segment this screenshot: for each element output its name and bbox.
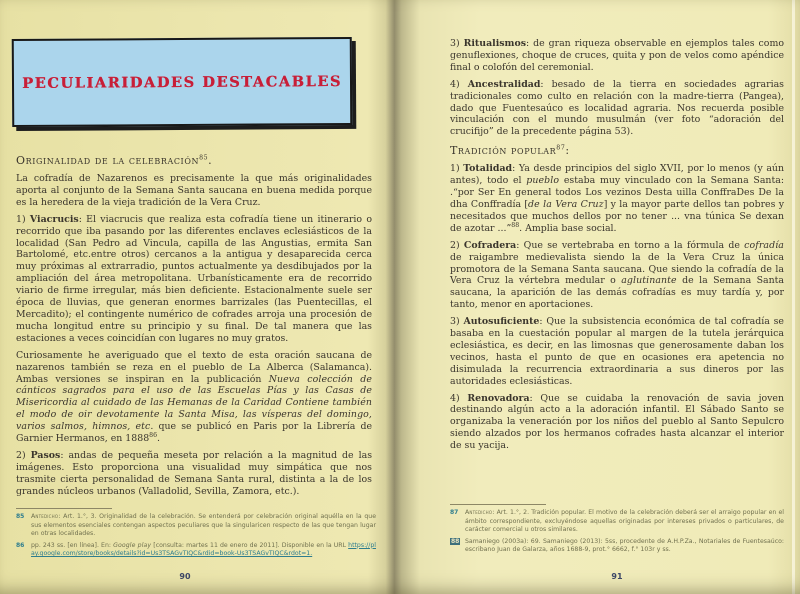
banner-title: PECULIARIDADES DESTACABLES: [21, 72, 342, 92]
paragraph-totalidad: 1) Totalidad: Ya desde principios del siglo XVII, por lo menos (y aún antes), todo el pueblo estaba muy vinculado con la Semana Santa: .“por Ser En general todos Los vezinos Desta uilla ConffraDes De la dha Conffradía [de la Vera Cruz] y la mayor parte dellos tan pobres y necesitados que muchos dellos por no tener ... vna túnica Se dexan de azotar ...”$^{88}$. Amplia base social.: [450, 163, 784, 234]
paragraph-cofradera: 2) Cofradera: Que se vertebraba en torno a la fórmula de cofradía de raigambre medievalista siendo la de la Vera Cruz la única promotora de la Semana Santa saucana. Que siendo la cofradía de la Vera Cruz la vértebra medular o aglutinante de la Semana Santa saucana, la aparición de las demás cofradías es muy tardía y, por tanto, menor en aportaciones.: [450, 239, 785, 311]
google-play-url-link[interactable]: https://play.google.com/store/books/details?id=Us3TSAGvTIQC&rdid=book-Us3TSAGvTIQC&rdot=1.: [31, 541, 376, 558]
right-page-footnotes: [450, 504, 784, 558]
item-label-renovadora: Renovadora: [467, 392, 530, 404]
item-label-ritualismos: Ritualismos: [463, 38, 527, 49]
paragraph-ritualismos: 3) Ritualismos: de gran riqueza observable en ejemplos tales como genuflexiones, choque de cruces, quita y pon de velos como apéndice final o colofón del ceremonial.: [450, 38, 784, 73]
paragraph-oracion: Curiosamente he averiguado que el texto de esta oración saucana de nazarenos también se reza en el pueblo de La Alberca (Salamanca). Ambas versiones se inspiran en la publicación Nueva colección de cánticos sagrados para el uso de las Escuelas Pías y las Casas de Misericordia al cuidado de las Hemanas de la Caridad Contiene también el modo de oir devotamente la Santa Misa, las vísperas del domingo, varios salmos, himnos, etc. que se publicó en Paris por la Librería de Garnier Hermanos, en 1888$^{86}$.: [16, 349, 372, 445]
item-label-totalidad: Totalidad: [463, 163, 513, 175]
paragraph-intro: La cofradía de Nazarenos es precisamente la que más originalidades aporta al conjunto de la Semana Santa saucana en buena medida porque es la heredera de la vieja tradición de la Vera Cruz.: [16, 173, 372, 208]
footnote-88: 88 Samaniego (2003a): 69. Samaniego (2013): 5ss, procedente de A.H.P.Za., Notariales de Fuentesaúco: escribano Juan de Galarza, años 1688-9, prot.° 6662, f.° 103r y ss.: [451, 537, 784, 554]
footnote-marker-86: 86: [16, 541, 25, 549]
item-label-cofradera: Cofradera: [463, 239, 517, 251]
section-heading-text: Originalidad de la celebración: [16, 154, 200, 167]
footnote-ref-85: 85: [199, 154, 209, 162]
left-page-footnotes: [16, 508, 376, 562]
footnote-ref-87: 87: [556, 144, 566, 152]
paragraph-renovadora: 4) Renovadora: Que se cuidaba la renovación de savia joven destinando algún acto a la adoración infantil. El Sábado Santo se organizaba la veneración por los niños del pueblo al Santo Sepulcro siendo alzados por los hermanos cofrades hasta alcanzar el interior de su yacija.: [450, 392, 784, 452]
paragraph-ancestralidad: 4) Ancestralidad: besado de la tierra en sociedades agrarias tradicionales como culto en relación con la madre-tierra (Pangea), dado que Fuentesaúco es localidad agraria. Nos recuerda posible vinculación con el mundo musulmán (ver foto “adoración del crucifijo” de la precedente página 53).: [450, 78, 784, 138]
footnote-divider: [450, 504, 546, 505]
page-number-right: 91: [611, 572, 623, 581]
item-label-ancestralidad: Ancestralidad: [467, 78, 541, 90]
section-heading-originalidad: Originalidad de la celebración$^{85}$.: [16, 154, 213, 167]
paragraph-viacrucis: 1) Viacrucis: El viacrucis que realiza esta cofradía tiene un itinerario o recorrido que iba pasando por las diferentes enclaves eclesiásticos de la localidad (San Pedro ad Vincula, capilla de las Angustias, ermita San Bartolomé, etc.entre otros) cercanos a la antigua y desaparecida cerca muy próximas al extrarradio, puntos actualmente ya desdibujados por la ampliación del área metropolitana. Urbanísticamente era de recorrido viario de firme irregular, más bien deficiente. Estacionalmente suele ser época de lluvias, que generan enormes barrizales (las Puentecillas, el Mercadito); el contingente numérico de cofrades arroja una procesión de mucha longitud entre su principio y su final. De tal manera que las estaciones a veces coincidían con lugares no muy gratos.: [16, 213, 372, 344]
highlight-banner: [12, 37, 353, 127]
scan-edge-highlight: [792, 0, 795, 594]
left-page-text-column: [16, 148, 372, 503]
footnote-marker-88: 88: [451, 537, 460, 545]
page-number-left: 90: [179, 572, 191, 581]
footnote-85: 85 Antedicho: Art. 1.°, 3. Originalidad de la celebración. Se entenderá por celebración original aquélla en la que sus elementos esenciales contengan aspectos peculiares que la singularicen respecto de las que tengan lugar en otras localidades.: [16, 513, 376, 538]
paragraph-autosuficiente: 3) Autosuficiente: Que la subsistencia económica de tal cofradía se basaba en la cuestación popular al margen de la tutela jerárquica eclesiástica, es decir, en las limosnas que generosamente daban los vecinos, hasta el punto de que en ocasiones era apetencia no disimulada la recurrencia extraordinaria a sus dineros por las autoridades eclesiásticas.: [450, 316, 784, 387]
item-label-autosuficiente: Autosuficiente: [463, 316, 540, 328]
publication-title: Nueva colección de cánticos sagrados para el uso de las Escuelas Pías y las Casas de Misericordia al cuidado de las Hemanas de la Caridad Contiene también el modo de oir devotamente la Santa Misa, las vísperas del domingo, varios salmos, himnos, etc.: [16, 373, 372, 433]
section-heading-text: Tradición popular: [450, 144, 557, 158]
item-label-viacrucis: Viacrucis: [29, 213, 79, 225]
footnote-ref-88: 88: [511, 221, 520, 229]
footnote-divider: [16, 508, 112, 509]
footnote-marker-87: 87: [450, 509, 459, 516]
item-label-pasos: Pasos: [30, 449, 61, 461]
footnote-86: 86 pp. 243 ss. [en línea]. En: Google play [consulta: martes 11 de enero de 2011]. Disponible en la URL https://play.google.com/store/books/details?id=Us3TSAGvTIQC&rdid=book-Us3TSAGvTIQC&rdot=1.: [16, 541, 376, 558]
right-page-text-column: [450, 38, 784, 457]
footnote-marker-85: 85: [16, 513, 25, 520]
paragraph-pasos: 2) Pasos: andas de pequeña meseta por relación a la magnitud de las imágenes. Esto proporciona una visualidad muy simpática que nos trasmite cierta personalidad de Semana Santa rural, distinta a la de los grandes núcleos urbanos (Valladolid, Sevilla, Zamora, etc.).: [16, 449, 372, 497]
section-heading-tradicion-popular: Tradición popular$^{87}$:: [450, 144, 570, 158]
footnote-87: 87 Antedicho: Art. 1.°, 2. Tradición popular. El motivo de la celebración deberá ser el arraigo popular en el ámbito correspondiente, excluyéndose aquellas originadas por intereses privados o particulares, de carácter comercial u otros similares.: [450, 509, 784, 534]
footnote-ref-86: 86: [149, 431, 158, 439]
